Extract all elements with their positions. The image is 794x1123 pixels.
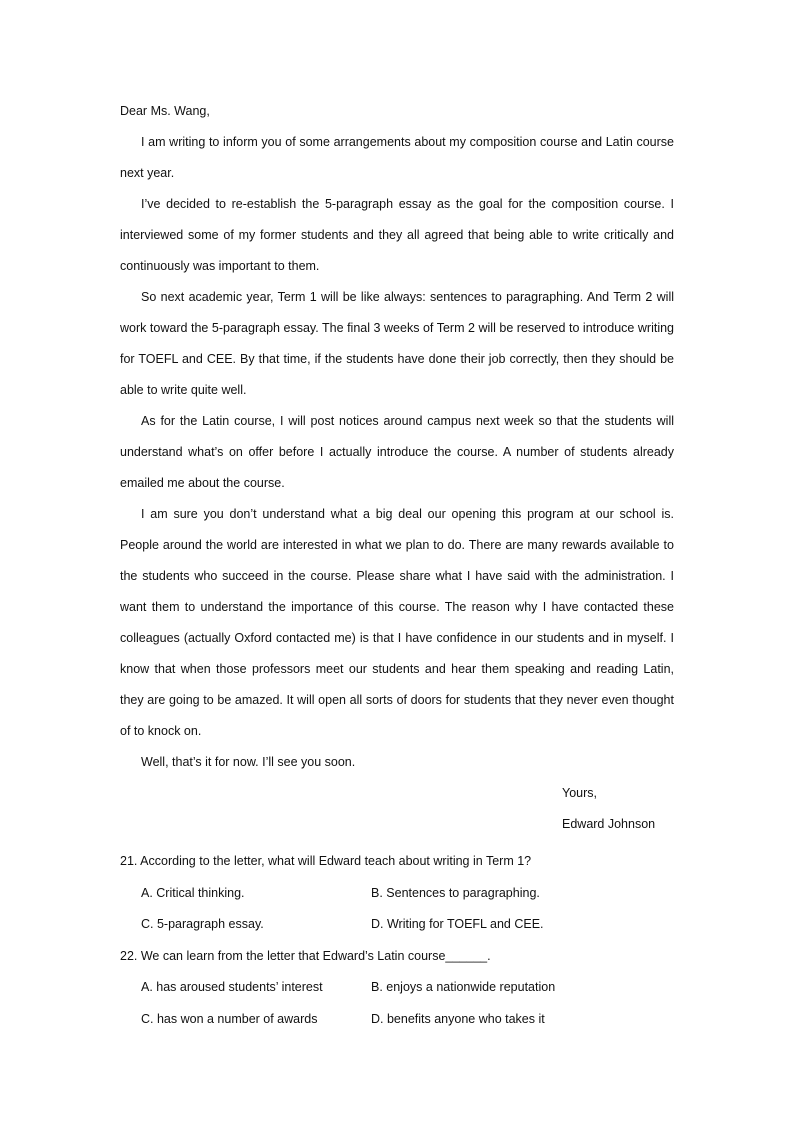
question-22-options-row-1 bbox=[120, 972, 674, 1004]
letter-paragraph-2: I’ve decided to re-establish the 5-paragraph essay as the goal for the composition course. I interviewed some of my former students and they all agreed that being able to write critically and continuously was important to them. bbox=[120, 197, 674, 273]
signature: Edward Johnson bbox=[562, 817, 656, 831]
question-22-option-a: A. has aroused students’ interest bbox=[141, 980, 323, 994]
question-22-options-row-2 bbox=[120, 1004, 674, 1036]
questions bbox=[120, 846, 674, 1035]
question-21-option-d: D. Writing for TOEFL and CEE. bbox=[371, 917, 544, 931]
letter-paragraph-1: I am writing to inform you of some arrangements about my composition course and Latin course next year. bbox=[120, 135, 674, 180]
letter-paragraph-3: So next academic year, Term 1 will be like always: sentences to paragraphing. And Term 2 will work toward the 5-paragraph essay. The final 3 weeks of Term 2 will be reserved to introduce writing for TOEFL and CEE. By that time, if the students have done their job correctly, then they should be able to write quite well. bbox=[120, 290, 674, 397]
letter-paragraph-4: As for the Latin course, I will post notices around campus next week so that the students will understand what’s on offer before I actually introduce the course. A number of students already emailed me about the course. bbox=[120, 414, 674, 490]
question-22-stem: 22. We can learn from the letter that Edward’s Latin course______. bbox=[120, 948, 491, 963]
question-22-option-c: C. has won a number of awards bbox=[141, 1011, 318, 1026]
question-21-option-b: B. Sentences to paragraphing. bbox=[371, 885, 540, 900]
question-21-options-row-1 bbox=[120, 878, 674, 910]
closing: Yours, bbox=[562, 786, 597, 800]
letter bbox=[120, 96, 674, 840]
question-21-stem: 21. According to the letter, what will Edward teach about writing in Term 1? bbox=[120, 854, 532, 868]
question-21-option-a: A. Critical thinking. bbox=[141, 885, 245, 900]
question-22-option-d: D. benefits anyone who takes it bbox=[371, 1011, 545, 1026]
question-22-option-b: B. enjoys a nationwide reputation bbox=[371, 980, 556, 994]
letter-paragraph-6: Well, that’s it for now. I’ll see you soon. bbox=[141, 755, 356, 769]
salutation: Dear Ms. Wang, bbox=[120, 104, 210, 118]
question-21-option-c: C. 5-paragraph essay. bbox=[141, 917, 264, 931]
letter-paragraph-5: I am sure you don’t understand what a big deal our opening this program at our school is. People around the world are interested in what we plan to do. There are many rewards available to the students who succeed in the course. Please share what I have said with the administration. I want them to understand the importance of this course. The reason why I have contacted these colleagues (actually Oxford contacted me) is that I have confidence in our students and in myself. I know that when those professors meet our students and hear them speaking and reading Latin, they are going to be amazed. It will open all sorts of doors for students that they never even thought of to knock on. bbox=[120, 507, 674, 738]
question-21-options-row-2 bbox=[120, 909, 674, 941]
